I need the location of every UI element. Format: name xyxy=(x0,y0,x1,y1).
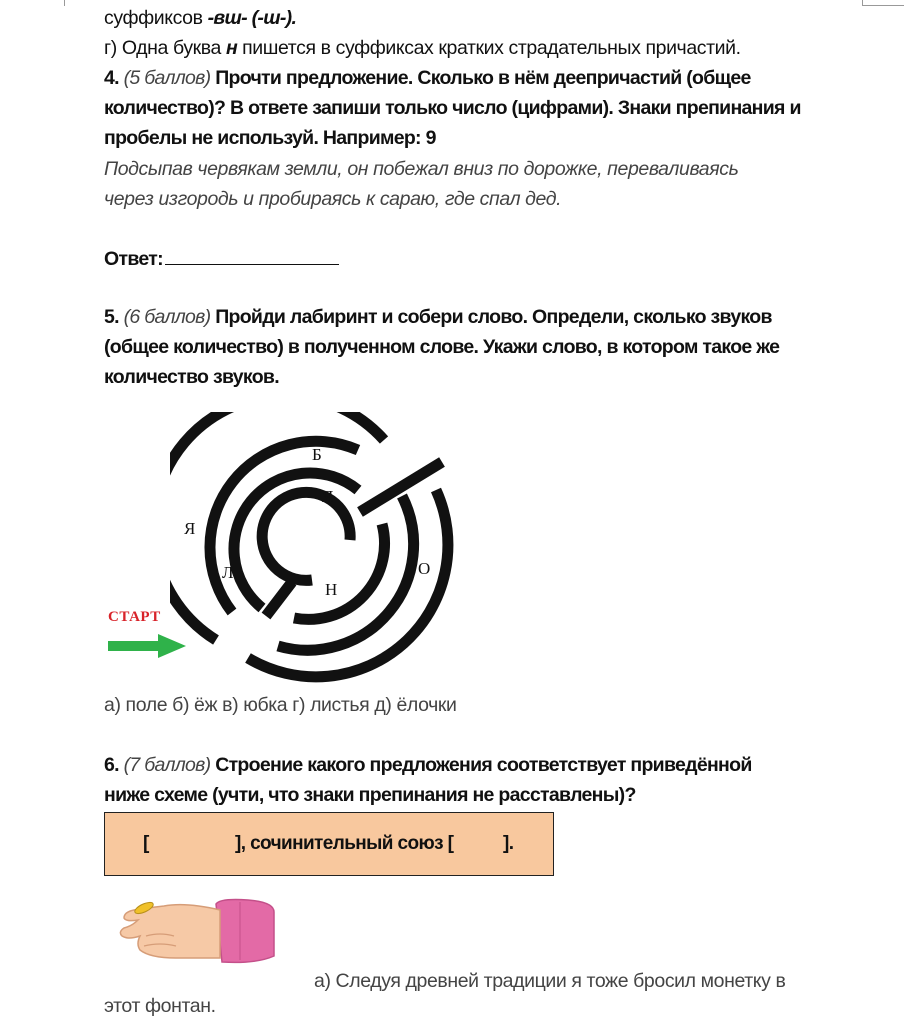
maze-letter-o: О xyxy=(418,559,431,578)
answer-label: Ответ: xyxy=(104,248,163,270)
scheme-bracket-close: ]. xyxy=(503,833,514,854)
q3-text: суффиксов xyxy=(104,7,208,29)
q4-text-line3: пробелы не используй. Например: 9 xyxy=(104,127,436,149)
answer-blank[interactable] xyxy=(165,246,339,265)
q6-heading xyxy=(104,753,752,777)
q3-text: г) Одна буква xyxy=(104,37,226,59)
q6-option-a-line2: этот фонтан. xyxy=(104,995,216,1017)
question-points: (6 баллов) xyxy=(123,306,211,328)
sentence-scheme-box xyxy=(104,812,554,876)
q5-text-line2: (общее количество) в полученном слове. Укажи слово, в котором такое же xyxy=(104,336,780,358)
q4-sentence-line1: Подсыпав червякам земли, он побежал вниз по дорожке, переваливаясь xyxy=(104,158,739,180)
maze-letter-ya-outer: Я xyxy=(184,519,196,538)
maze-inner-ring xyxy=(262,492,350,580)
maze-ring-3 xyxy=(294,524,385,619)
question-number: 5. xyxy=(104,306,119,328)
q6-option-a-line1: а) Следуя древней традиции я тоже бросил монетку в xyxy=(314,970,786,992)
question-points: (5 баллов) xyxy=(123,67,211,89)
maze-letter-l: Л xyxy=(222,563,234,582)
scheme-bracket-open: [ xyxy=(143,833,149,854)
q5-text-line3: количество звуков. xyxy=(104,366,279,388)
q4-heading xyxy=(104,66,751,90)
letter-emphasis: н xyxy=(226,37,238,59)
q3-text: пишется в суффиксах кратких страдательных причастий. xyxy=(237,37,741,59)
q4-answer-row xyxy=(104,246,339,271)
q5-options: а) поле б) ёж в) юбка г) листья д) ёлочки xyxy=(104,694,457,716)
q3-line1 xyxy=(104,6,296,30)
page-edge xyxy=(64,0,65,6)
q4-text-line2: количество)? В ответе запиши только число (цифрами). Знаки препинания и xyxy=(104,97,801,119)
question-number: 4. xyxy=(104,67,119,89)
question-text: Пройди лабиринт и собери слово. Определи, сколько звуков xyxy=(215,306,772,328)
question-number: 6. xyxy=(104,754,119,776)
question-points: (7 баллов) xyxy=(123,754,211,776)
page-edge-corner xyxy=(862,0,904,6)
q3-option-g xyxy=(104,36,741,60)
question-text: Прочти предложение. Сколько в нём деепричастий (общее xyxy=(215,67,751,89)
maze-letter-n: Н xyxy=(325,580,338,599)
suffix-emphasis: -вш- (-ш-). xyxy=(207,7,297,29)
start-arrow-icon xyxy=(108,634,186,658)
hand-coin-illustration xyxy=(116,896,278,968)
q5-heading xyxy=(104,305,772,329)
maze-wall xyxy=(266,582,292,616)
start-label: СТАРТ xyxy=(108,609,161,625)
q4-sentence-line2: через изгородь и пробираясь к сараю, где спал дед. xyxy=(104,188,562,210)
maze-letter-ya-inner: Я xyxy=(322,487,334,506)
scheme-conjunction: ], сочинительный союз [ xyxy=(235,833,454,854)
q6-text-line2: ниже схеме (учти, что знаки препинания не расставлены)? xyxy=(104,784,636,806)
maze-letter-b: Б xyxy=(312,445,322,464)
question-text: Строение какого предложения соответствует приведённой xyxy=(215,754,752,776)
